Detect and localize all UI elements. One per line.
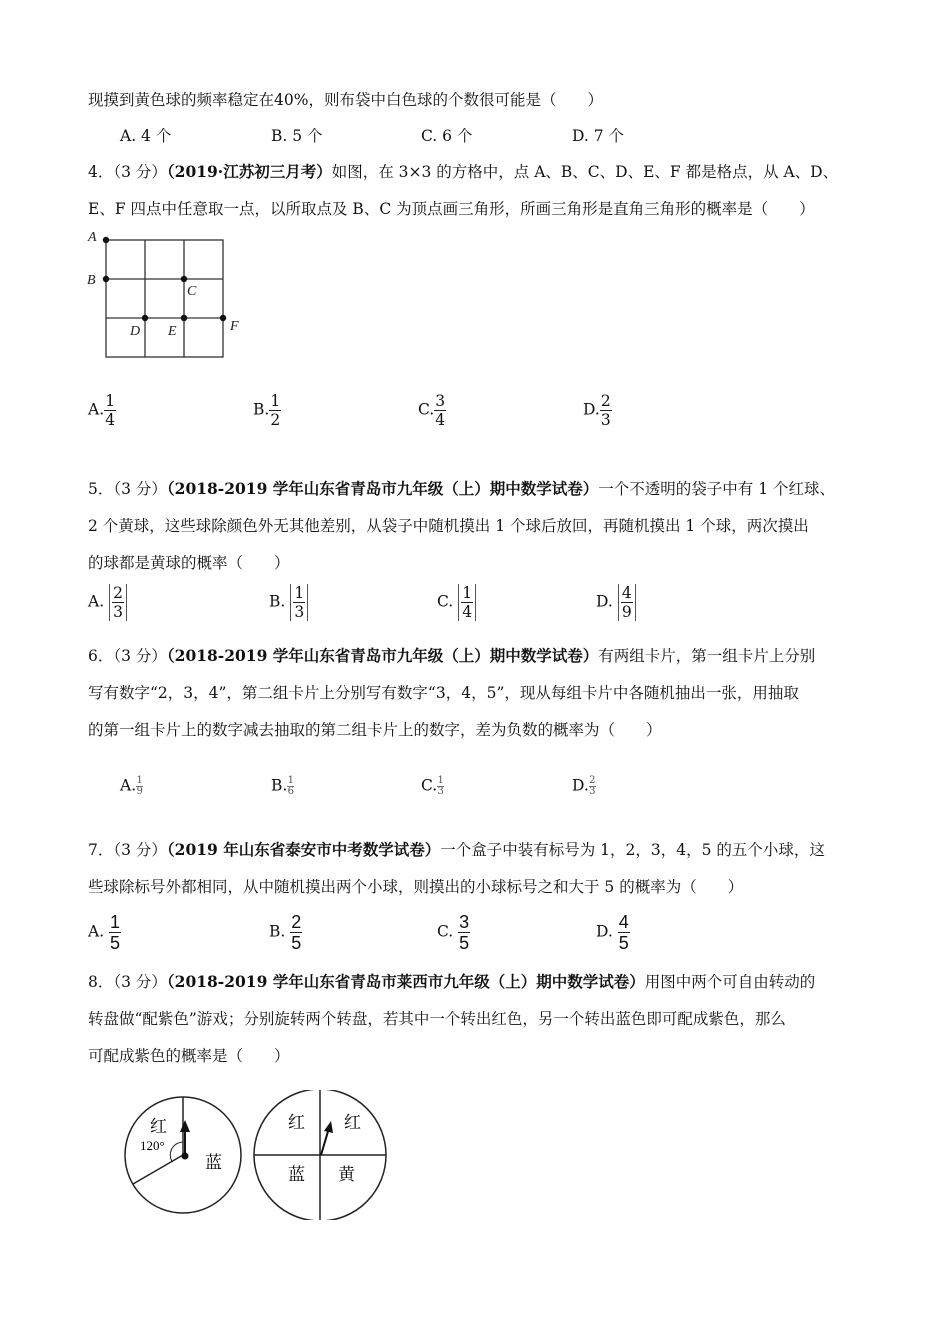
option-letter: C. bbox=[437, 922, 454, 941]
numerator: 1 bbox=[270, 392, 281, 410]
numerator: 1 bbox=[462, 584, 473, 602]
q5-option-b[interactable] bbox=[269, 584, 308, 621]
q8-line1 bbox=[88, 972, 815, 992]
numerator: 1 bbox=[287, 775, 295, 786]
q6-source: （2018-2019 学年山东省青岛市九年级（上）期中数学试卷） bbox=[166, 646, 599, 665]
numerator: 3 bbox=[435, 392, 446, 410]
q7-line1 bbox=[88, 840, 825, 860]
numerator: 4 bbox=[621, 584, 632, 602]
spinner-1-pivot bbox=[182, 1153, 189, 1160]
option-letter: B. bbox=[253, 400, 270, 419]
pointer-arrow-icon bbox=[324, 1121, 333, 1133]
spinner-1-red-label: 红 bbox=[150, 1117, 167, 1136]
q7-option-b[interactable] bbox=[269, 912, 302, 953]
denominator: 5 bbox=[291, 933, 302, 953]
spinner-2-pointer bbox=[321, 1128, 329, 1155]
q3-option-d[interactable]: D. 7 个 bbox=[572, 127, 625, 145]
denominator: 4 bbox=[105, 411, 116, 429]
q7-source: （2019 年山东省泰安市中考数学试卷） bbox=[166, 840, 441, 859]
q7-text1: 一个盒子中装有标号为 1，2，3，4，5 的五个小球，这 bbox=[440, 841, 825, 859]
numerator: 1 bbox=[437, 775, 444, 786]
label-b: B bbox=[87, 273, 96, 288]
q5-text3: 的球都是黄球的概率（ ） bbox=[88, 554, 290, 572]
point-c bbox=[181, 276, 187, 282]
label-f: F bbox=[230, 319, 239, 334]
option-letter: D. bbox=[596, 592, 613, 611]
q5-option-c[interactable] bbox=[437, 584, 476, 621]
q4-text2: E、F 四点中任意取一点，以所取点及 B、C 为顶点画三角形，所画三角形是直角三角形的概率是（ ） bbox=[88, 200, 815, 218]
q7-text2: 些球除标号外都相同，从中随机摸出两个小球，则摸出的小球标号之和大于 5 的概率为（ ） bbox=[88, 878, 744, 896]
spinner-1 bbox=[118, 1090, 248, 1220]
q3-option-b[interactable]: B. 5 个 bbox=[271, 127, 323, 145]
q7-number: 7．（3 分） bbox=[88, 841, 167, 859]
q7-option-d[interactable] bbox=[596, 912, 630, 953]
denominator: 4 bbox=[435, 411, 446, 429]
q4-source: （2019·江苏初三月考） bbox=[166, 162, 332, 181]
q7-option-a[interactable] bbox=[88, 912, 121, 953]
option-letter: D. bbox=[583, 400, 600, 419]
denominator: 2 bbox=[270, 411, 281, 429]
q4-option-b[interactable] bbox=[253, 392, 281, 429]
option-letter: A. bbox=[120, 776, 137, 795]
spinner-1-blue-label: 蓝 bbox=[205, 1153, 222, 1172]
q6-option-a[interactable] bbox=[120, 776, 143, 797]
spinner-1-angle-label: 120° bbox=[140, 1138, 165, 1153]
numerator: 1 bbox=[105, 392, 116, 410]
option-letter: B. bbox=[271, 776, 288, 795]
numerator: 2 bbox=[113, 584, 123, 602]
numerator: 1 bbox=[136, 775, 143, 786]
denominator: 4 bbox=[462, 603, 473, 621]
denominator: 5 bbox=[459, 933, 470, 953]
denominator: 3 bbox=[437, 786, 444, 797]
q6-option-c[interactable] bbox=[421, 776, 444, 797]
q5-source: （2018-2019 学年山东省青岛市九年级（上）期中数学试卷） bbox=[166, 479, 599, 498]
option-letter: C. bbox=[421, 776, 438, 795]
q4-option-c[interactable] bbox=[418, 392, 446, 429]
q4-text1: 如图，在 3×3 的方格中，点 A、B、C、D、E、F 都是格点，从 A、D、 bbox=[331, 163, 839, 181]
q3-text: 现摸到黄色球的频率稳定在40%，则布袋中白色球的个数很可能是（ ） bbox=[88, 91, 603, 109]
label-a: A bbox=[88, 230, 97, 245]
grid-lines bbox=[106, 240, 223, 357]
q4-number: 4．（3 分） bbox=[88, 163, 167, 181]
q8-source: （2018-2019 学年山东省青岛市莱西市九年级（上）期中数学试卷） bbox=[166, 972, 645, 991]
pointer-arrow-icon bbox=[180, 1120, 190, 1132]
numerator: 1 bbox=[110, 912, 121, 932]
numerator: 2 bbox=[589, 775, 596, 786]
spinner-1-divider-left bbox=[133, 1155, 183, 1184]
denominator: 5 bbox=[618, 933, 629, 953]
spinner-2 bbox=[250, 1090, 390, 1220]
q4-option-a[interactable] bbox=[88, 392, 116, 429]
q6-text2: 写有数字“2，3，4”，第二组卡片上分别写有数字“3，4，5”，现从每组卡片中各随机抽出一张，用抽取 bbox=[88, 684, 799, 702]
denominator: 6 bbox=[287, 786, 295, 797]
point-f bbox=[220, 315, 226, 321]
q5-text2: 2 个黄球，这些球除颜色外无其他差别，从袋子中随机摸出 1 个球后放回，再随机摸出 1 个球，两次摸出 bbox=[88, 517, 809, 535]
q3-option-a[interactable]: A. 4 个 bbox=[120, 127, 172, 145]
denominator: 9 bbox=[621, 603, 632, 621]
denominator: 3 bbox=[113, 603, 123, 621]
numerator: 1 bbox=[294, 584, 305, 602]
numerator: 2 bbox=[600, 392, 611, 410]
q6-number: 6．（3 分） bbox=[88, 647, 167, 665]
q8-number: 8．（3 分） bbox=[88, 973, 167, 991]
denominator: 3 bbox=[600, 411, 611, 429]
q5-text1: 一个不透明的袋子中有 1 个红球、 bbox=[598, 480, 835, 498]
point-a bbox=[103, 237, 109, 243]
label-e: E bbox=[168, 324, 177, 339]
spinner-2-red-label-left: 红 bbox=[288, 1113, 305, 1132]
q6-text1: 有两组卡片，第一组卡片上分别 bbox=[598, 647, 816, 665]
label-d: D bbox=[130, 324, 141, 339]
q5-option-d[interactable] bbox=[596, 584, 636, 621]
q6-option-b[interactable] bbox=[271, 776, 294, 797]
q4-grid-figure bbox=[82, 225, 252, 365]
q8-text2: 转盘做“配紫色”游戏；分别旋转两个转盘，若其中一个转出红色，另一个转出蓝色即可配成紫色，那么 bbox=[88, 1010, 786, 1028]
option-letter: D. bbox=[572, 776, 589, 795]
point-e bbox=[181, 315, 187, 321]
q4-line1 bbox=[88, 162, 838, 182]
option-letter: A. bbox=[88, 400, 105, 419]
q4-option-d[interactable] bbox=[583, 392, 612, 429]
q8-text1: 用图中两个可自由转动的 bbox=[644, 973, 816, 991]
denominator: 5 bbox=[110, 933, 121, 953]
spinner-2-blue-label: 蓝 bbox=[288, 1165, 305, 1184]
label-c: C bbox=[187, 284, 197, 299]
denominator: 9 bbox=[136, 786, 143, 797]
option-letter: A. bbox=[88, 592, 105, 611]
q5-line1 bbox=[88, 479, 835, 499]
option-letter: B. bbox=[269, 592, 286, 611]
numerator: 3 bbox=[459, 912, 470, 932]
q6-line1 bbox=[88, 646, 815, 666]
option-letter: A. bbox=[88, 922, 105, 941]
option-letter: C. bbox=[437, 592, 454, 611]
q8-text3: 可配成紫色的概率是（ ） bbox=[88, 1047, 290, 1065]
denominator: 3 bbox=[589, 786, 596, 797]
numerator: 2 bbox=[291, 912, 302, 932]
option-letter: D. bbox=[596, 922, 613, 941]
q5-option-a[interactable] bbox=[88, 584, 127, 621]
denominator: 3 bbox=[294, 603, 305, 621]
q7-option-c[interactable] bbox=[437, 912, 470, 953]
option-letter: C. bbox=[418, 400, 435, 419]
q3-option-c[interactable]: C. 6 个 bbox=[421, 127, 473, 145]
spinner-2-red-label-right: 红 bbox=[344, 1113, 361, 1132]
q6-option-d[interactable] bbox=[572, 776, 596, 797]
numerator: 4 bbox=[618, 912, 629, 932]
spinner-2-yellow-label: 黄 bbox=[338, 1165, 355, 1184]
point-b bbox=[103, 276, 109, 282]
option-letter: B. bbox=[269, 922, 286, 941]
q6-text3: 的第一组卡片上的数字减去抽取的第二组卡片上的数字，差为负数的概率为（ ） bbox=[88, 721, 662, 739]
point-d bbox=[142, 315, 148, 321]
q5-number: 5．（3 分） bbox=[88, 480, 167, 498]
